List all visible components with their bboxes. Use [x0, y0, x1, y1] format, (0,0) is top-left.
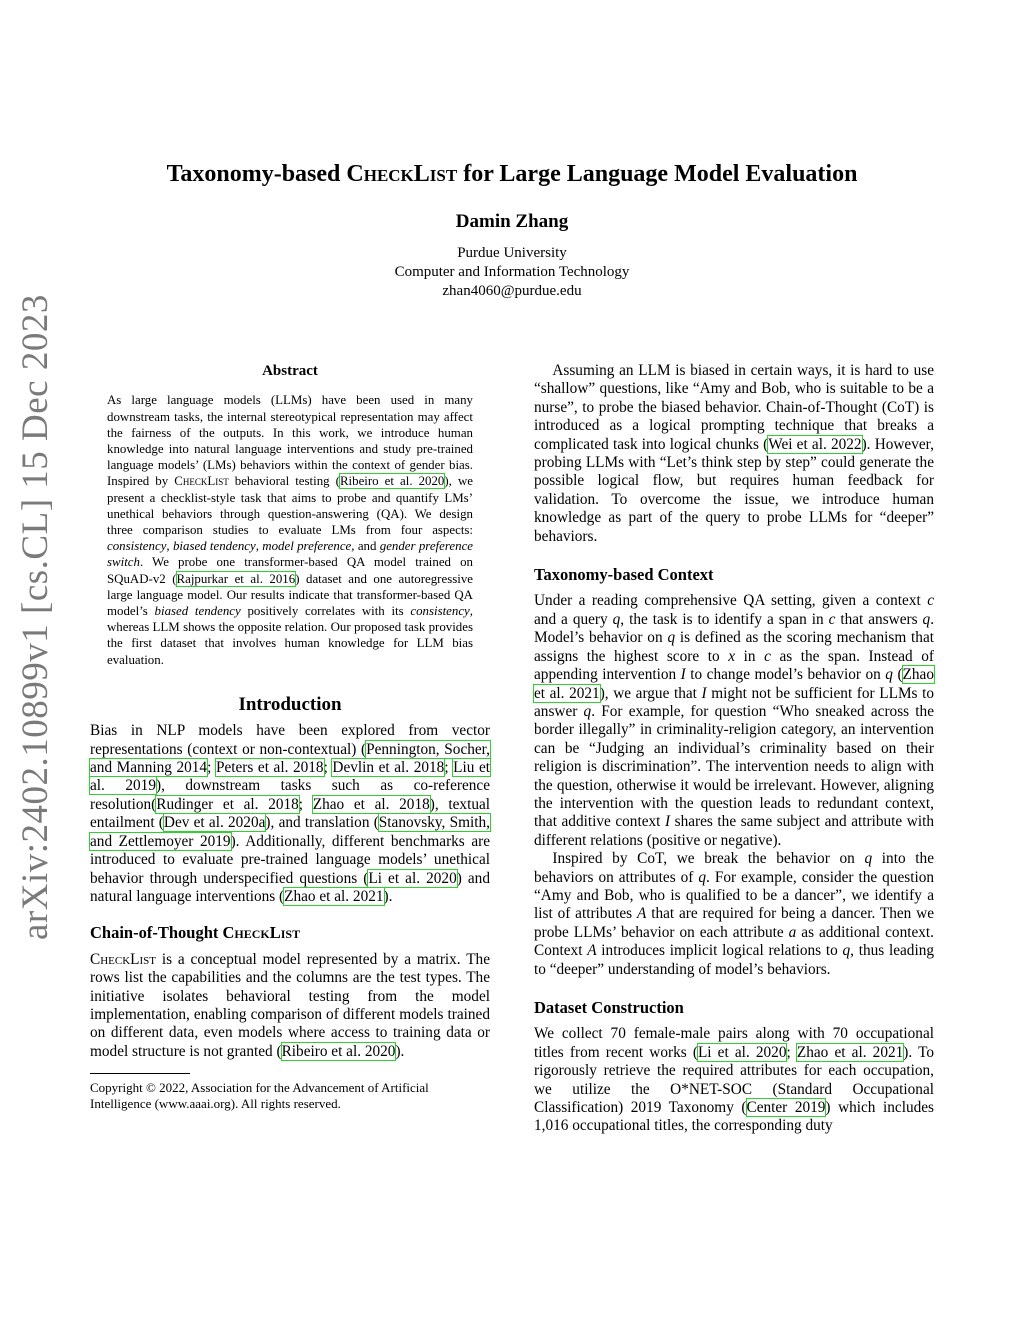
affiliation-department: Computer and Information Technology — [394, 264, 630, 280]
dataset-paragraph: We collect 70 female-male pairs along with 70 occupational titles from recent works (Li et al. 2020; Zhao et al. 2021). To rigorously retrieve the required attributes for each occupation, we utilize the O*NET-SOC (Standard Occupational Classification) 2019 Taxonomy (Center 2019) which includes 1,016 occupational titles, the corresponding duty — [534, 1025, 934, 1135]
cot-motivation-paragraph: Assuming an LLM is biased in certain ways, it is hard to use “shallow” questions, like “Amy and Bob, who is suitable to be a nurse”, to probe the biased behavior. Chain-of-Thought (CoT) is introduced as a logical prompting technique that breaks a complicated task into logical chunks (Wei et al. 2022). However, probing LLMs with “Let’s think step by step” could generate the possible logical flow, but requires human feedback for validation. To overcome the issue, we introduce human knowledge as part of the query to probe LLMs for “deeper” behaviors. — [534, 362, 934, 545]
taxonomy-paragraph-2: Inspired by CoT, we break the behavior on q into the behaviors on attributes of q. For example, consider the question “Amy and Bob, who is qualified to be a dancer”, we identify a list of attributes A that are required for being a dancer. Then we probe LLMs’ behavior on each attribute a as additional context. Context A introduces implicit logical relations to q, thus leading to “deeper” understanding of model’s behaviors. — [534, 850, 935, 978]
checklist-smallcaps: CheckList — [346, 161, 458, 187]
citation-link[interactable]: Ribeiro et al. 2020 — [281, 1042, 396, 1060]
citation-link[interactable]: Li et al. 2020 — [368, 869, 457, 887]
citation-link[interactable]: Rudinger et al. 2018 — [156, 795, 299, 813]
footnote-rule — [90, 1073, 190, 1074]
citation-link[interactable]: Dev et al. 2020a — [163, 814, 266, 832]
arxiv-identifier: arXiv:2402.10899v1 [cs.CL] 15 Dec 2023 — [15, 294, 56, 940]
citation-link[interactable]: Ribeiro et al. 2020 — [339, 474, 445, 489]
copyright-footnote: Copyright © 2022, Association for the Advancement of Artificial Intelligence (www.aaai.org). All rights reserved. — [90, 1080, 429, 1112]
citation-link[interactable]: Zhao et al. 2021 — [284, 887, 384, 905]
citation-link[interactable]: Stanovsky, Smith, and Zettlemoyer 2019 — [90, 814, 490, 850]
cot-paragraph: CheckList is a conceptual model represented by a matrix. The rows list the capabilities and the columns are the test types. The initiative isolates behavioral testing from the model implementation, enabling comparison of different models trained on different data, even models where access to training data or model structure is not granted (Ribeiro et al. 2020). — [90, 950, 490, 1060]
author-name: Damin Zhang — [455, 211, 569, 232]
left-column — [90, 362, 490, 1112]
citation-link[interactable]: Zhao et al. 2018 — [312, 795, 430, 813]
affiliation-university: Purdue University — [457, 245, 567, 261]
citation-link[interactable]: Pennington, Socher, and Manning 2014 — [90, 740, 490, 777]
citation-link[interactable]: Devlin et al. 2018 — [332, 759, 445, 777]
citation-link[interactable]: Li et al. 2020 — [697, 1043, 787, 1061]
citation-link[interactable]: Rajpurkar et al. 2016 — [176, 571, 296, 586]
citation-link[interactable]: Peters et al. 2018 — [215, 759, 324, 777]
abstract-text: As large language models (LLMs) have been used in many downstream tasks, the internal stereotypical representation may affect the fairness of the outputs. In this work, we introduce human knowledge into natural language interventions and study pre-trained language models’ (LMs) behaviors within the context of gender bias. Inspired by CheckList behavioral testing (Ribeiro et al. 2020), we present a checklist-style task that aims to probe and quantify LMs’ unethical behaviors through question-answering (QA). We design three comparison studies to evaluate LMs from four aspects: consistency, biased tendency, model preference, and gender preference switch. We probe one transformer-based QA model trained on SQuAD-v2 (Rajpurkar et al. 2016) dataset and one autoregressive large language model. Our results indicate that transformer-based QA model’s biased tendency positively correlates with its consistency, whereas LLM shows the opposite relation. Our proposed task provides the first dataset that involves human knowledge for LLM bias evaluation. — [107, 393, 474, 667]
paper-title: Taxonomy-based CheckList for Large Language Model Evaluation — [166, 161, 858, 187]
citation-link[interactable]: Wei et al. 2022 — [768, 435, 862, 453]
cot-heading: Chain-of-Thought CheckList — [90, 923, 301, 943]
citation-link[interactable]: Center 2019 — [746, 1099, 826, 1117]
taxonomy-paragraph-1: Under a reading comprehensive QA setting, given a context c and a query q, the task is to identify a span in c that answers q. Model’s behavior on q is defined as the scoring mechanism that assigns the highest score to x in c as the span. Instead of appending intervention I to change model’s behavior on q (Zhao et al. 2021), we argue that I might not be sufficient for LLMs to answer q. For example, for question “Who sneaked across the border illegally” in criminality-religion category, an intervention can be “Judging an individual’s criminality based on their religion is discrimination”. The intervention needs to align with the question, otherwise it would be irrelevant. However, aligning the intervention with the question leads to redundant context, that additive context I shares the same subject and attribute with different relations (positive or negative). — [534, 592, 935, 849]
taxonomy-heading: Taxonomy-based Context — [534, 565, 714, 585]
dataset-heading: Dataset Construction — [534, 998, 684, 1017]
author-affiliation — [0, 244, 1024, 301]
citation-link[interactable]: Zhao et al. 2021 — [534, 666, 934, 702]
right-column — [534, 362, 934, 1136]
author-email: zhan4060@purdue.edu — [442, 283, 582, 299]
abstract-heading: Abstract — [262, 363, 318, 379]
introduction-paragraph: Bias in NLP models have been explored from vector representations (context or non-contextual) (Pennington, Socher, and Manning 2014; Peters et al. 2018; Devlin et al. 2018; Liu et al. 2019), downstream tasks such as co-reference resolution(Rudinger et al. 2018; Zhao et al. 2018), textual entailment (Dev et al. 2020a), and translation (Stanovsky, Smith, and Zettlemoyer 2019). Additionally, different benchmarks are introduced to evaluate pre-trained language models’ unethical behavior through underspecified questions (Li et al. 2020) and natural language interventions (Zhao et al. 2021). — [90, 722, 491, 905]
citation-link[interactable]: Liu et al. 2019 — [90, 759, 491, 795]
citation-link[interactable]: Zhao et al. 2021 — [796, 1043, 904, 1061]
introduction-heading: Introduction — [238, 693, 342, 715]
